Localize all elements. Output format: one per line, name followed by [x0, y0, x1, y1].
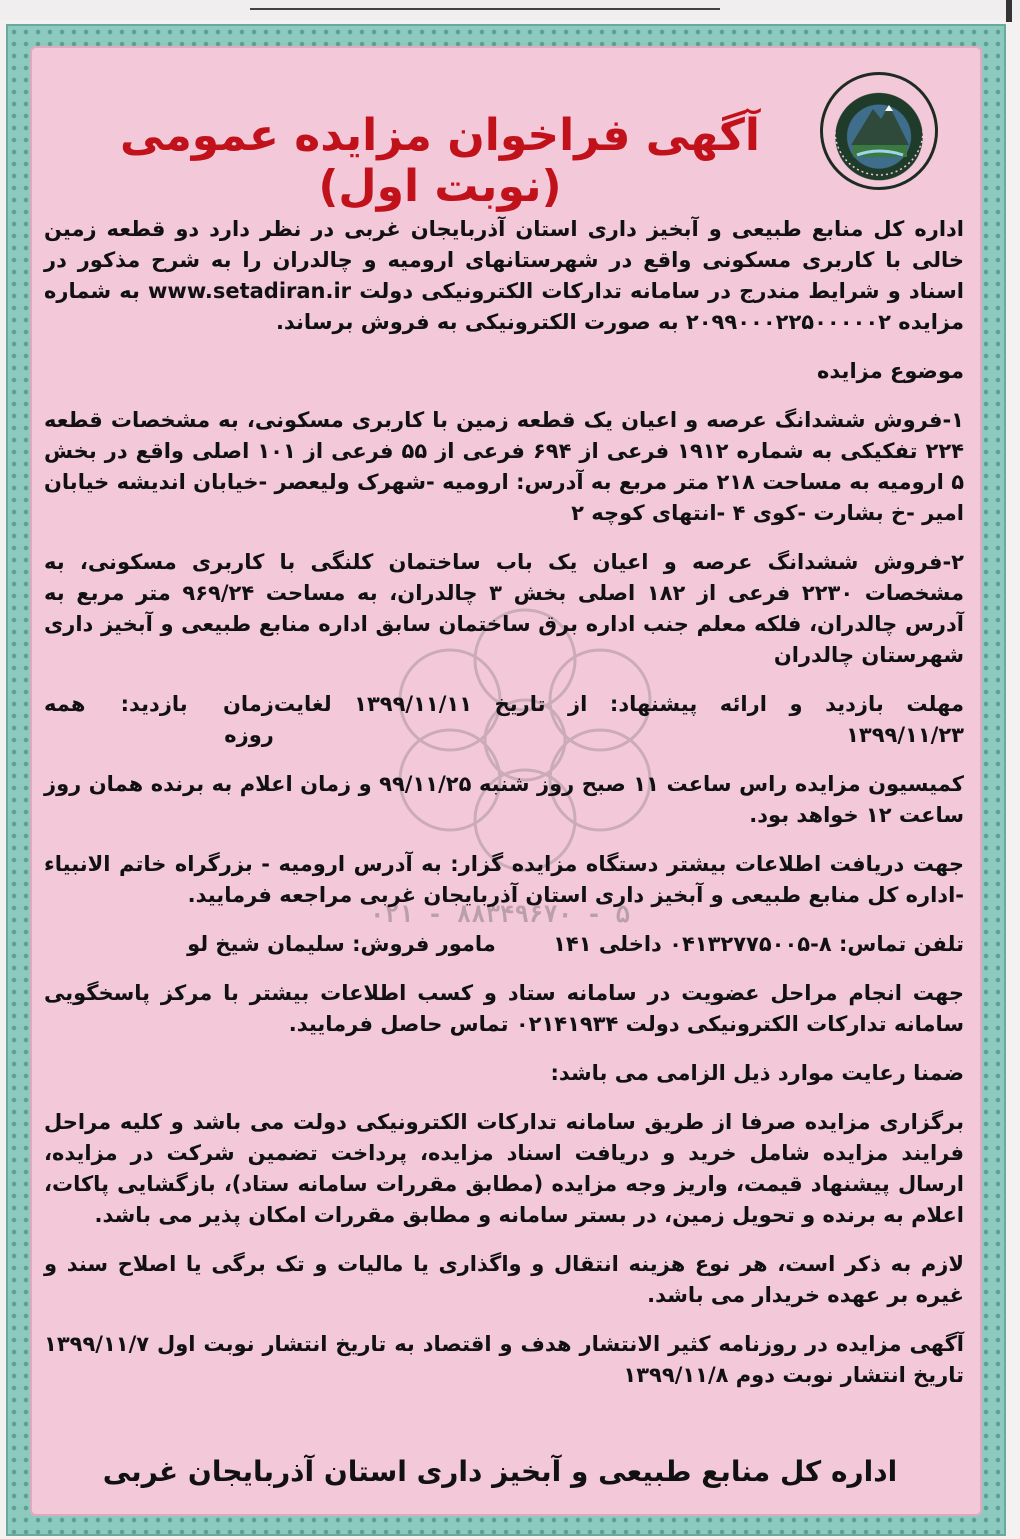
contact-row	[44, 929, 964, 960]
edge-bar	[1006, 0, 1012, 22]
organization-logo	[820, 72, 938, 190]
auction-item-2: ۲-فروش ششدانگ عرصه و اعیان یک باب ساختمان کلنگی با کاربری مسکونی، به مشخصات ۲۲۳۰ فرعی از ۱۸۲ اصلی بخش ۳ چالدران، به مساحت ۹۶۹/۲۴ متر مربع به آدرس چالدران، فلکه معلم جنب اداره برق ساختمان سابق اداره منابع طبیعی و آبخیز داری شهرستان چالدران	[44, 550, 964, 667]
costs-paragraph: لازم به ذکر است، هر نوع هزینه انتقال و واگذاری یا مالیات و تک برگی یا اصلاح سند و غیره بر عهده خریدار می باشد.	[44, 1252, 964, 1307]
mountain-emblem-icon	[823, 75, 935, 187]
subject-heading: موضوع مزایده	[817, 359, 964, 383]
requirements-paragraph: برگزاری مزایده صرفا از طریق سامانه تدارکات الکترونیکی دولت می باشد و کلیه مراحل فرایند مزایده شامل خرید و دریافت اسناد مزایده، پرداخت تضمین شرکت در مزایده، ارسال پیشنهاد قیمت، واریز وجه مزایده (مطابق مقررات سامانه ستاد)، بازگشایی پاکات، اعلام به برنده و تحویل زمین، در بستر سامانه و مطابق مقررات امکان پذیر می باشد.	[44, 1110, 964, 1227]
more-info-paragraph: جهت دریافت اطلاعات بیشتر دستگاه مزایده گزار: به آدرس ارومیه - بزرگراه خاتم الانبیاء -اداره کل منابع طبیعی و آبخیز داری استان آذربایجان غربی مراجعه فرمایید.	[44, 852, 964, 907]
intro-paragraph: اداره کل منابع طبیعی و آبخیز داری استان آذربایجان غربی در نظر دارد دو قطعه زمین خالی با کاربری مسکونی واقع در شهرستانهای ارومیه و چالدران را به شرح مذکور در اسناد و شرایط مندرج در سامانه تدارکات الکترونیکی دولت www.setadiran.ir به شماره مزایده ۲۰۹۹۰۰۰۲۲۵۰۰۰۰۰۲ به صورت الکترونیکی به فروش برساند.	[44, 217, 964, 334]
auction-item-1: ۱-فروش ششدانگ عرصه و اعیان یک قطعه زمین با کاربری مسکونی، به مشخصات قطعه ۲۲۴ تفکیکی به شماره ۱۹۱۲ فرعی از ۶۹۴ فرعی از ۵۵ فرعی از ۱۰۱ اصلی واقع در بخش ۵ ارومیه به مساحت ۲۱۸ متر مربع به آدرس: ارومیه -شهرک ولیعصر -خیابان اندیشه خیابان امیر -خ بشارت -کوی ۴ -انتهای کوچه ۲	[44, 408, 965, 525]
phone-number: تلفن تماس: ۸-۰۴۱۳۲۷۷۵۰۰۵ داخلی ۱۴۱	[553, 932, 964, 956]
watermark-phone: ۰۲۱ - ۸۸۳۴۹۶۷۰ - ۵	[370, 900, 631, 928]
top-rule	[250, 0, 720, 10]
sales-officer: مامور فروش: سلیمان شیخ لو	[187, 932, 496, 956]
issuer-signature: اداره کل منابع طبیعی و آبخیز داری استان آذربایجان غربی	[102, 1455, 898, 1488]
top-strip	[0, 0, 1020, 20]
announcement-body	[44, 214, 964, 1391]
requirements-heading: ضمنا رعایت موارد ذیل الزامی می باشد:	[550, 1061, 964, 1085]
publication-dates: آگهی مزایده در روزنامه کثیر الانتشار هدف و اقتصاد به تاریخ انتشار نوبت اول ۱۳۹۹/۱۱/۷ تاریخ انتشار نوبت دوم ۱۳۹۹/۱۱/۸	[44, 1332, 964, 1387]
visit-schedule-row	[44, 689, 964, 751]
commission-info: کمیسیون مزایده راس ساعت ۱۱ صبح روز شنبه ۹۹/۱۱/۲۵ و زمان اعلام به برنده همان روز ساعت ۱۲ خواهد بود.	[44, 772, 964, 827]
visit-deadline: مهلت بازدید و ارائه پیشنهاد: از تاریخ ۱۳۹۹/۱۱/۱۱ لغایت ۱۳۹۹/۱۱/۲۳	[273, 692, 964, 747]
visit-time: زمان بازدید: همه روزه	[44, 692, 274, 747]
membership-paragraph: جهت انجام مراحل عضویت در سامانه ستاد و کسب اطلاعات بیشتر با مرکز پاسخگویی سامانه تدارکات الکترونیکی دولت ۰۲۱۴۱۹۳۴ تماس حاصل فرمایید.	[44, 981, 964, 1036]
announcement-title: آگهی فراخوان مزایده عمومی (نوبت اول)	[120, 110, 760, 212]
